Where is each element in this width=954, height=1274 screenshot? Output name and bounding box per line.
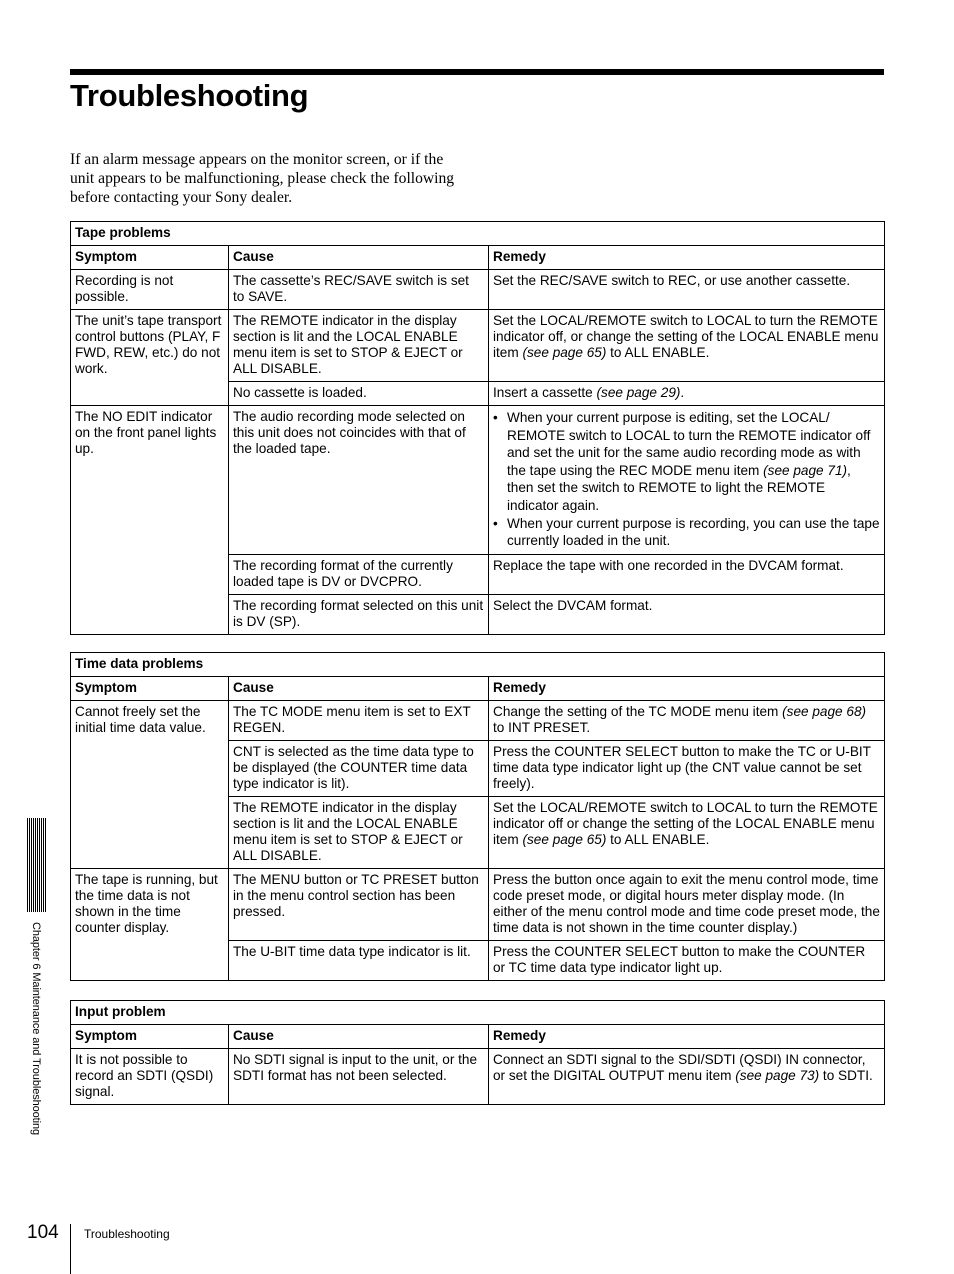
symptom-cell: The tape is running, but the time data is not shown in the time counter display. [71, 869, 229, 981]
page-number: 104 [27, 1222, 59, 1243]
cause-cell: The audio recording mode selected on this unit does not coincides with that of the loaded tape. [229, 406, 489, 555]
table-row [71, 406, 885, 555]
remedy-cell [489, 701, 885, 741]
symptom-cell: The NO EDIT indicator on the front panel lights up. [71, 406, 229, 635]
intro-paragraph: If an alarm message appears on the monitor screen, or if the unit appears to be malfunctioning, please check the following before contacting your Sony dealer. [70, 151, 455, 206]
symptom-cell: It is not possible to record an SDTI (QSDI) signal. [71, 1049, 229, 1105]
table-title: Tape problems [71, 222, 885, 246]
header-remedy: Remedy [489, 677, 885, 701]
cause-cell: The REMOTE indicator in the display section is lit and the LOCAL ENABLE menu item is set to STOP & EJECT or ALL DISABLE. [229, 797, 489, 869]
table-row [71, 310, 885, 382]
remedy-text: to ALL ENABLE. [606, 832, 710, 847]
remedy-text: to ALL ENABLE. [606, 345, 710, 360]
header-symptom: Symptom [71, 1025, 229, 1049]
remedy-bullet-list [493, 409, 880, 550]
cause-cell: No SDTI signal is input to the unit, or the SDTI format has not been selected. [229, 1049, 489, 1105]
tape-problems-table [70, 221, 885, 635]
remedy-text: Set the LOCAL/REMOTE switch to LOCAL to turn the REMOTE indicator off or change the setting of the LOCAL ENABLE menu item [493, 800, 878, 847]
table-row [71, 270, 885, 310]
symptom-cell: The unit’s tape transport control buttons (PLAY, F FWD, REW, etc.) do not work. [71, 310, 229, 406]
table-row [71, 869, 885, 941]
remedy-cell: Press the COUNTER SELECT button to make the COUNTER or TC time data type indicator light up. [489, 941, 885, 981]
header-row [71, 246, 885, 270]
remedy-cell [489, 797, 885, 869]
remedy-text: . [680, 385, 685, 400]
symptom-cell: Cannot freely set the initial time data value. [71, 701, 229, 869]
remedy-text: to INT PRESET. [493, 720, 591, 735]
table-title: Input problem [71, 1001, 885, 1025]
cause-cell: The U-BIT time data type indicator is lit. [229, 941, 489, 981]
header-cause: Cause [229, 246, 489, 270]
cause-cell: The TC MODE menu item is set to EXT REGEN. [229, 701, 489, 741]
remedy-text: Change the setting of the TC MODE menu item [493, 704, 783, 719]
footer-rule [70, 1224, 71, 1274]
remedy-cell: Press the button once again to exit the menu control mode, time code preset mode, or digital hours meter display mode. (In either of the menu control mode and time code preset mode, the time data is not shown in the time counter display.) [489, 869, 885, 941]
page-reference: (see page 29) [596, 385, 681, 400]
bullet-item [493, 409, 880, 515]
remedy-cell: Replace the tape with one recorded in the DVCAM format. [489, 554, 885, 594]
cause-cell: The MENU button or TC PRESET button in the menu control section has been pressed. [229, 869, 489, 941]
page-reference: (see page 71) [763, 462, 848, 478]
page-reference: (see page 68) [782, 704, 867, 719]
header-remedy: Remedy [489, 246, 885, 270]
top-rule [70, 69, 884, 75]
footer-label: Troubleshooting [84, 1227, 170, 1241]
header-symptom: Symptom [71, 677, 229, 701]
remedy-text: When your current purpose is recording, you can use the tape currently loaded in the unit. [507, 515, 880, 549]
header-symptom: Symptom [71, 246, 229, 270]
remedy-cell [489, 1049, 885, 1105]
remedy-text: When your current purpose is editing, set the LOCAL/ REMOTE switch to LOCAL to turn the REMOTE indicator off and set the unit for the same audio recording mode as with the tape using the REC MODE menu item [507, 410, 871, 478]
table-title: Time data problems [71, 653, 885, 677]
remedy-cell [489, 406, 885, 555]
header-row [71, 1025, 885, 1049]
cause-cell: No cassette is loaded. [229, 382, 489, 406]
cause-cell: The REMOTE indicator in the display section is lit and the LOCAL ENABLE menu item is set to STOP & EJECT or ALL DISABLE. [229, 310, 489, 382]
cause-cell: The recording format selected on this unit is DV (SP). [229, 594, 489, 634]
chapter-side-label: Chapter 6 Maintenance and Troubleshooting [30, 922, 42, 1135]
page-reference: (see page 73) [735, 1068, 820, 1083]
remedy-cell: Set the REC/SAVE switch to REC, or use another cassette. [489, 270, 885, 310]
remedy-text: Insert a cassette [493, 385, 597, 400]
remedy-text: Set the LOCAL/REMOTE switch to LOCAL to turn the REMOTE indicator off, or change the setting of the LOCAL ENABLE menu item [493, 313, 879, 360]
remedy-text: to SDTI. [819, 1068, 873, 1083]
cause-cell: CNT is selected as the time data type to be displayed (the COUNTER time data type indicator is lit). [229, 741, 489, 797]
remedy-text: Connect an SDTI signal to the SDI/SDTI (QSDI) IN connector, or set the DIGITAL OUTPUT menu item [493, 1052, 866, 1083]
chapter-tab-marker [27, 818, 47, 912]
remedy-cell [489, 310, 885, 382]
cause-cell: The cassette’s REC/SAVE switch is set to SAVE. [229, 270, 489, 310]
table-row [71, 701, 885, 741]
page-reference: (see page 65) [522, 832, 607, 847]
input-problem-table [70, 1000, 885, 1105]
page-title: Troubleshooting [70, 78, 309, 113]
remedy-cell: Select the DVCAM format. [489, 594, 885, 634]
header-cause: Cause [229, 1025, 489, 1049]
remedy-cell: Press the COUNTER SELECT button to make the TC or U-BIT time data type indicator light up (the CNT value cannot be set freely). [489, 741, 885, 797]
remedy-cell [489, 382, 885, 406]
symptom-cell: Recording is not possible. [71, 270, 229, 310]
header-cause: Cause [229, 677, 489, 701]
cause-cell: The recording format of the currently loaded tape is DV or DVCPRO. [229, 554, 489, 594]
table-row [71, 1049, 885, 1105]
page-reference: (see page 65) [522, 345, 607, 360]
time-data-problems-table [70, 652, 885, 981]
header-remedy: Remedy [489, 1025, 885, 1049]
remedy-text: , then set the switch to REMOTE to light the REMOTE indicator again. [507, 462, 851, 513]
header-row [71, 677, 885, 701]
bullet-item [493, 515, 880, 550]
